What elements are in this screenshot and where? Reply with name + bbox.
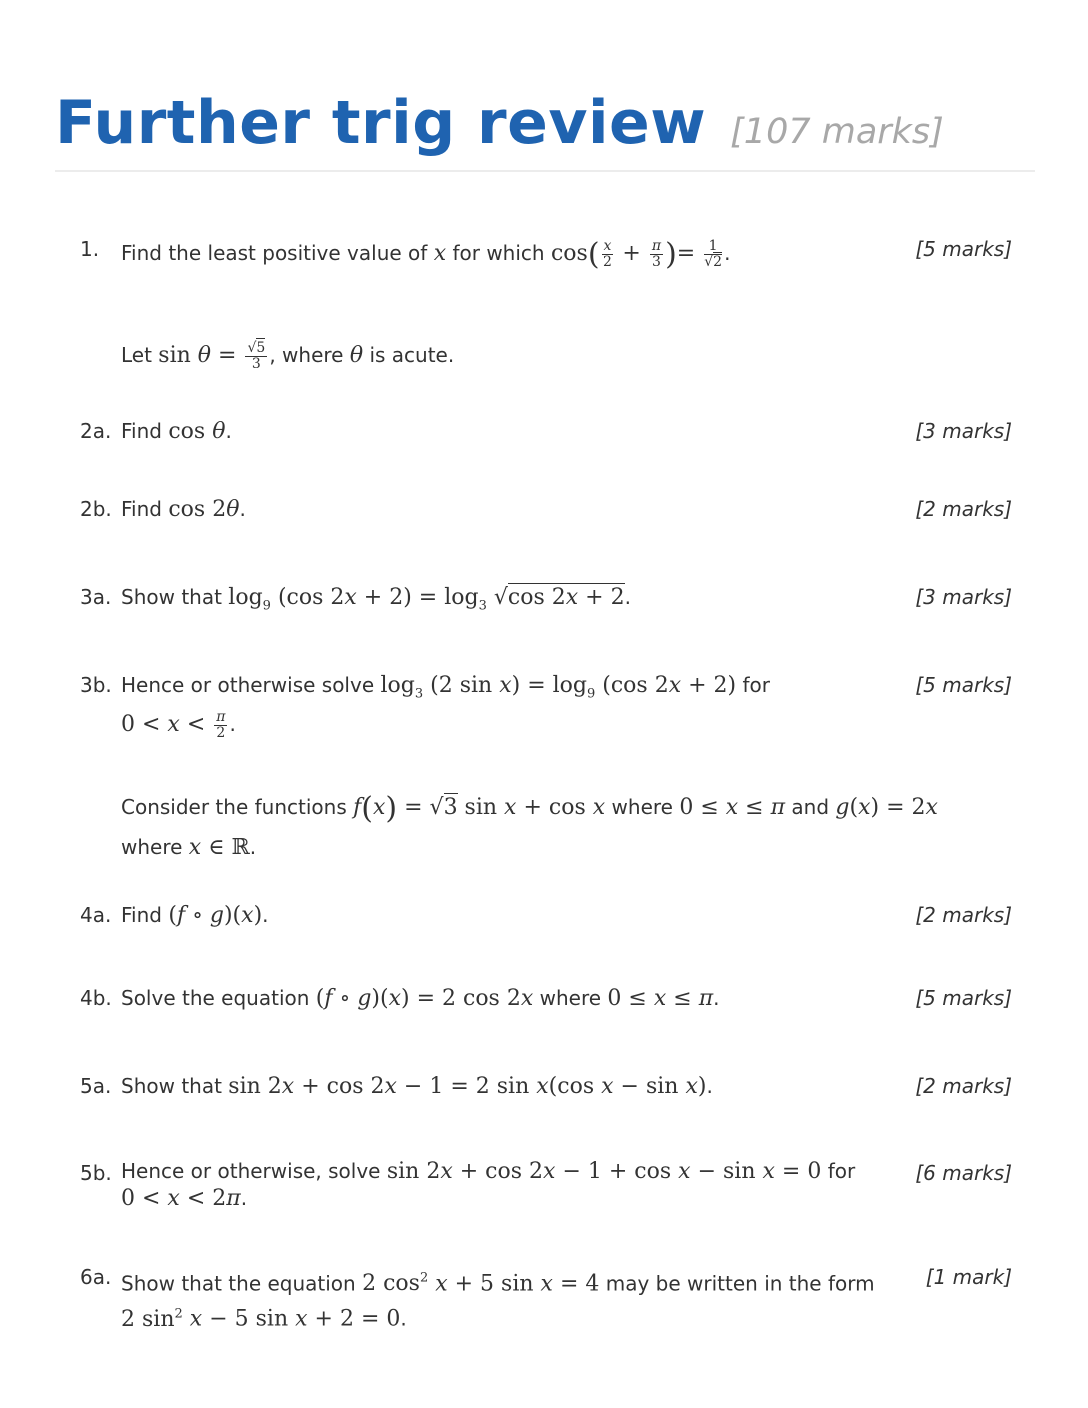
total-marks: [107 marks]	[730, 112, 944, 152]
question-number: 1.	[80, 237, 100, 261]
question-number: 5b.	[80, 1161, 112, 1185]
question-text: Find the least positive value of x for which cos( $\frac{x}{2}$ + $\frac{\pi}{3}$ )= $\frac{1}{√2}$ .	[121, 237, 731, 272]
question-marks: [5 marks]	[915, 986, 1012, 1010]
question-text: Hence or otherwise solve $\log_3 (2$ $\sin x) = \log_9 (\cos$ 2x + 2) for 0 < x < $\frac{\pi}{2}$ .	[121, 673, 770, 742]
question-text: Find cos 2θ.	[121, 497, 246, 522]
question-number: 3a.	[80, 585, 112, 609]
header-divider	[55, 170, 1035, 172]
question-number: 6a.	[80, 1265, 112, 1289]
question-text: Hence or otherwise, solve sin 2x + cos 2x − 1 + cos x − sin x = 0 for 0 < x < 2π.	[121, 1159, 856, 1211]
question-marks: [2 marks]	[915, 903, 1012, 927]
question-text: Show that sin 2x + cos 2x − 1 = 2 sin x(cos x − sin x).	[121, 1074, 713, 1099]
question-text: Solve the equation (f ∘ g)(x) = 2 cos 2x where 0 ≤ x ≤ π.	[121, 986, 720, 1011]
question-stem-2: Let sin θ = $\frac{√5}{3}$ , where θ is acute.	[121, 340, 455, 372]
question-marks: [2 marks]	[915, 1074, 1012, 1098]
page-title: Further trig review	[55, 88, 707, 158]
question-marks: [2 marks]	[915, 497, 1012, 521]
question-marks: [1 mark]	[925, 1265, 1012, 1289]
question-number: 2b.	[80, 497, 112, 521]
question-number: 2a.	[80, 419, 112, 443]
question-text: Find (f ∘ g)(x).	[121, 903, 269, 928]
question-marks: [6 marks]	[915, 1161, 1012, 1185]
question-marks: [5 marks]	[915, 237, 1012, 261]
question-text: Show that $\log_9 (\cos$ $2x + 2) = \log_3 √\cos$ 2x + 2.	[121, 585, 631, 614]
question-marks: [5 marks]	[915, 673, 1012, 697]
question-marks: [3 marks]	[915, 419, 1012, 443]
page-header	[55, 88, 944, 158]
question-number: 4b.	[80, 986, 112, 1010]
question-marks: [3 marks]	[915, 585, 1012, 609]
question-text: Find cos θ.	[121, 419, 232, 444]
question-stem-4: Consider the functions f(x) = √3 sin x + cos x where 0 ≤ x ≤ π and g(x) = 2x where x ∈ ℝ.	[121, 791, 938, 860]
question-number: 4a.	[80, 903, 112, 927]
question-text: Show that the equation 2 $\cos^2 x + 5$ sin x = 4 may be written in the form 2 $\sin^2 x - 5$ sin x + 2 = 0.	[121, 1271, 875, 1332]
question-number: 3b.	[80, 673, 112, 697]
question-number: 5a.	[80, 1074, 112, 1098]
